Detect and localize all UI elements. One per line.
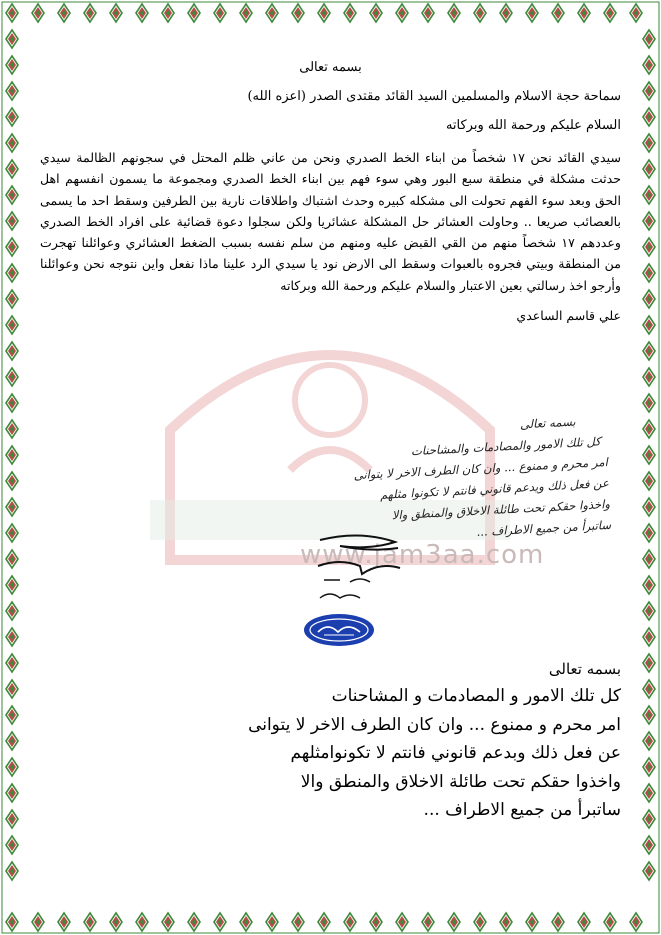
border-motif: [643, 368, 655, 386]
border-motif: [6, 810, 18, 828]
border-motif: [84, 4, 96, 22]
border-motif: [643, 290, 655, 308]
border-motif: [6, 524, 18, 542]
border-motif: [6, 342, 18, 360]
border-motif: [643, 836, 655, 854]
border-motif: [266, 4, 278, 22]
border-motif: [448, 913, 460, 931]
border-motif: [643, 160, 655, 178]
border-motif: [6, 680, 18, 698]
letter-addressee: سماحة حجة الاسلام والمسلمين السيد القائد مقتدى الصدر (اعزه الله): [247, 89, 621, 104]
border-motif: [643, 316, 655, 334]
handwritten-line: ساتبرأ من جميع الاطراف ...: [476, 517, 612, 539]
border-motif: [6, 550, 18, 568]
border-motif: [240, 4, 252, 22]
border-motif: [110, 4, 122, 22]
typed-reply-line: واخذوا حقكم تحت طائلة الاخلاق والمنطق والا: [300, 771, 621, 792]
typed-reply-title: بسمه تعالى: [548, 660, 621, 678]
border-motif: [643, 108, 655, 126]
handwritten-reply: [216, 410, 612, 556]
border-motif: [643, 810, 655, 828]
border-motif: [6, 862, 18, 880]
border-motif: [604, 913, 616, 931]
border-motif: [578, 4, 590, 22]
border-motif: [643, 82, 655, 100]
border-motif: [6, 394, 18, 412]
border-motif: [643, 680, 655, 698]
border-motif: [643, 238, 655, 256]
border-motif: [6, 628, 18, 646]
border-motif: [526, 913, 538, 931]
letter-body: سيدي القائد نحن ١٧ شخصاً من ابناء الخط الصدري ونحن من عاني ظلم المحتل في سجونهم الظالمة سيدي حدثت مشكلة في منطقة سبع البور وهي سوء فهم بين ابناء الخط الصدري ومجموعة ما يسمون انفسهم اهل الحق وبعد سوء الفهم تحولت الى مشكله كبيره وحدث اشتباك واطلاقات نارية بين الطرفين وسقط احد ما يسمى بالعصائب صريعا .. وحاولت العشائر حل المشكلة عشائريا ولكن سجلوا دعوة قضائية على افراد الخط الصدري وعددهم ١٧ شخصاً منهم من القي القبض عليه ومنهم من سلم نفسه بسبب الضغط العشائري وعوائلنا تهجرت من المنطقة وبيتي فجروه بالعبوات وسقط الى الارض نود يا سيدي الرد علينا ماذا نفعل واين نتوجه نحن وعوائلنا وأرجو اخذ رسالتي بعين الاعتبار والسلام عليكم ورحمة الله وبركاته: [40, 150, 622, 293]
border-motif: [526, 4, 538, 22]
letter-basmala: بسمه تعالى: [299, 60, 362, 75]
border-motif: [214, 4, 226, 22]
border-motif: [6, 472, 18, 490]
border-motif: [6, 82, 18, 100]
border-motif: [643, 212, 655, 230]
border-motif: [292, 913, 304, 931]
border-motif: [552, 4, 564, 22]
border-motif: [6, 368, 18, 386]
border-motif: [318, 4, 330, 22]
border-motif: [188, 4, 200, 22]
border-motif: [6, 212, 18, 230]
border-motif: [162, 4, 174, 22]
border-motif: [500, 913, 512, 931]
border-motif: [643, 394, 655, 412]
border-motif: [6, 134, 18, 152]
border-motif: [422, 4, 434, 22]
handwritten-signature: [300, 522, 410, 612]
border-motif: [643, 264, 655, 282]
typed-reply: [70, 660, 621, 825]
handwritten-line: عن فعل ذلك ويدعم قانوني فانتم لا تكونوا مثلهم: [379, 475, 610, 502]
handwritten-line: امر محرم و ممنوع ... وان كان الطرف الاخر لا يتوانى: [353, 454, 609, 483]
border-motif: [643, 186, 655, 204]
border-motif: [643, 446, 655, 464]
letter-signature-name: علي قاسم الساعدي: [516, 308, 621, 324]
border-motif: [643, 602, 655, 620]
border-motif: [240, 913, 252, 931]
border-motif: [643, 784, 655, 802]
border-motif: [370, 4, 382, 22]
border-motif: [643, 524, 655, 542]
border-motif: [110, 913, 122, 931]
border-motif: [214, 913, 226, 931]
border-motif: [266, 913, 278, 931]
border-motif: [6, 498, 18, 516]
border-motif: [136, 4, 148, 22]
border-motif: [318, 913, 330, 931]
border-motif: [84, 913, 96, 931]
border-motif: [6, 4, 18, 22]
border-motif: [6, 654, 18, 672]
letter-greeting: السلام عليكم ورحمة الله وبركاته: [445, 118, 621, 133]
border-motif: [6, 238, 18, 256]
border-motif: [643, 56, 655, 74]
border-motif: [6, 758, 18, 776]
border-motif: [344, 4, 356, 22]
border-motif: [643, 628, 655, 646]
border-motif: [643, 732, 655, 750]
handwritten-line: واخذوا حقكم تحت طائلة الاخلاق والمنطق والا: [391, 496, 611, 523]
border-motif: [604, 4, 616, 22]
border-motif: [6, 316, 18, 334]
border-motif: [6, 186, 18, 204]
letter: [40, 60, 621, 323]
blue-seal-stamp: [302, 612, 376, 648]
typed-reply-line: كل تلك الامور و المصادمات و المشاحنات: [331, 686, 621, 706]
border-motif: [58, 4, 70, 22]
border-motif: [643, 706, 655, 724]
border-motif: [500, 4, 512, 22]
border-motif: [6, 836, 18, 854]
border-motif: [643, 472, 655, 490]
typed-reply-line: عن فعل ذلك وبدعم قانوني فانتم لا تكونوامثلهم: [290, 743, 621, 763]
border-motif: [6, 290, 18, 308]
border-motif: [643, 420, 655, 438]
border-motif: [578, 913, 590, 931]
border-motif: [6, 602, 18, 620]
border-motif: [6, 913, 18, 931]
border-motif: [6, 784, 18, 802]
border-motif: [32, 4, 44, 22]
typed-reply-line: امر محرم و ممنوع ... وان كان الطرف الاخر لا يتوانى: [248, 714, 621, 735]
border-motif: [136, 913, 148, 931]
border-motif: [6, 446, 18, 464]
border-motif: [6, 108, 18, 126]
typed-reply-line: ساتبرأ من جميع الاطراف ...: [423, 800, 621, 820]
border-motif: [552, 913, 564, 931]
border-motif: [6, 420, 18, 438]
border-motif: [188, 913, 200, 931]
border-motif: [162, 913, 174, 931]
border-motif: [58, 913, 70, 931]
border-motif: [6, 264, 18, 282]
border-motif: [32, 913, 44, 931]
border-motif: [396, 913, 408, 931]
border-motif: [630, 4, 642, 22]
border-motif: [6, 732, 18, 750]
border-motif: [643, 654, 655, 672]
border-motif: [474, 4, 486, 22]
handwritten-line: كل تلك الامور والمصادمات والمشاحنات: [410, 434, 601, 459]
watermark-url: www.jam3aa.com: [300, 540, 545, 570]
border-motif: [6, 56, 18, 74]
border-motif: [643, 576, 655, 594]
border-motif: [474, 913, 486, 931]
border-motif: [292, 4, 304, 22]
border-motif: [643, 550, 655, 568]
border-motif: [630, 913, 642, 931]
border-motif: [643, 30, 655, 48]
border-motif: [643, 342, 655, 360]
border-motif: [6, 160, 18, 178]
border-motif: [396, 4, 408, 22]
border-motif: [448, 4, 460, 22]
border-motif: [6, 576, 18, 594]
border-motif: [6, 706, 18, 724]
border-motif: [422, 913, 434, 931]
border-motif: [6, 30, 18, 48]
border-motif: [643, 862, 655, 880]
border-motif: [344, 913, 356, 931]
border-motif: [643, 498, 655, 516]
border-motif: [643, 758, 655, 776]
border-motif: [370, 913, 382, 931]
handwritten-line: بسمه تعالى: [519, 414, 576, 432]
border-motif: [643, 134, 655, 152]
